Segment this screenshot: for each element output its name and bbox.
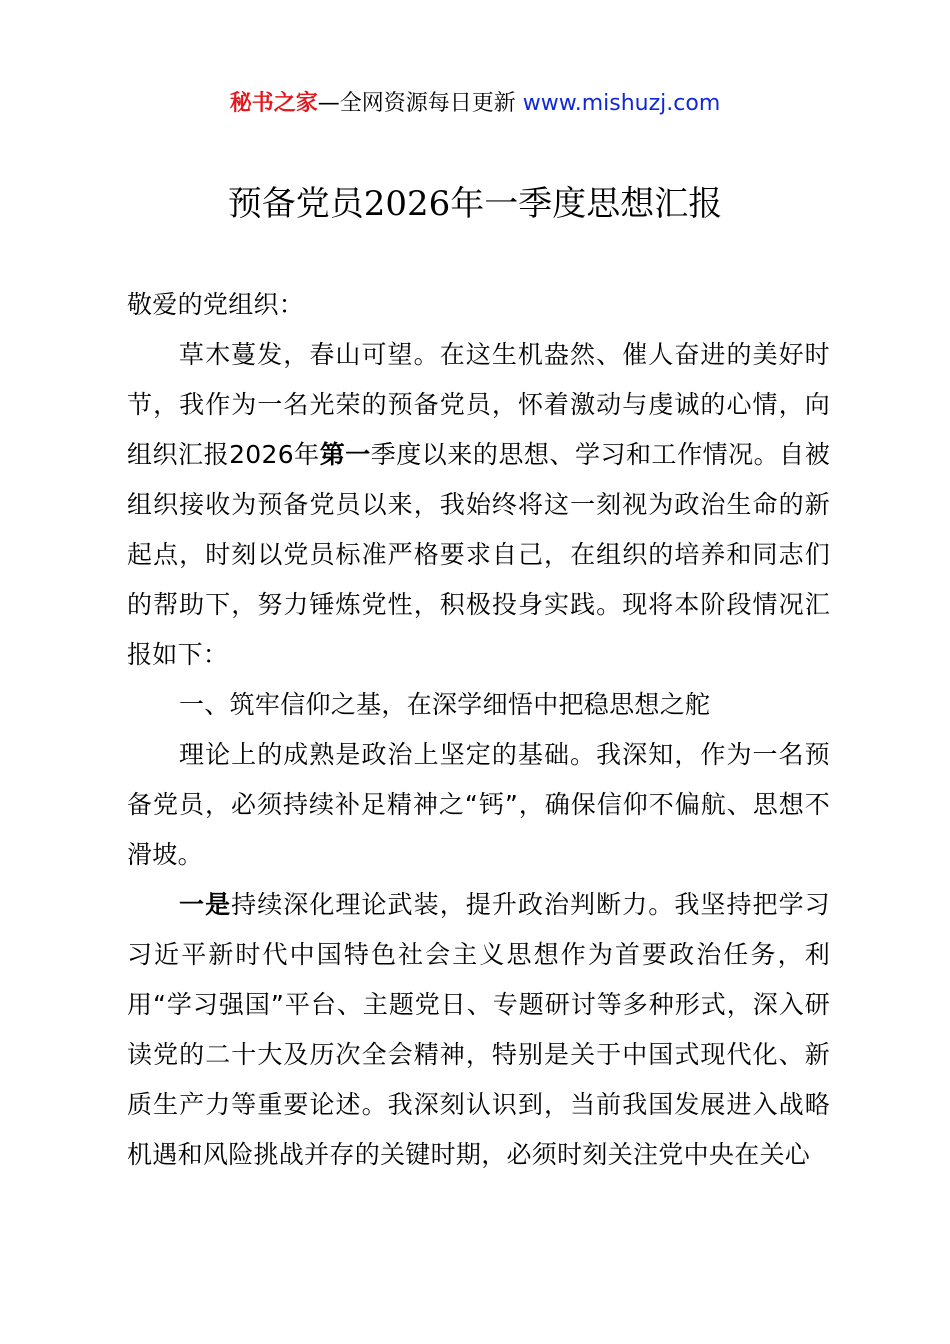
- section-paragraph: 理论上的成熟是政治上坚定的基础。我深知，作为一名预备党员，必须持续补足精神之“钙”，确保信仰不偏航、思想不滑坡。: [127, 740, 830, 869]
- point-paragraph: [127, 880, 830, 1180]
- point-text: 持续深化理论武装，提升政治判断力。我坚持把学习习近平新时代中国特色社会主义思想作为首要政治任务，利用“学习强国”平台、主题党日、专题研讨等多种形式，深入研读党的二十大及历次全会精神，特别是关于中国式现代化、新质生产力等重要论述。我深刻认识到，当前我国发展进入战略机遇和风险挑战并存的关键时期，必须时刻关注党中央在关心: [127, 890, 830, 1169]
- document-title: 预备党员2026年一季度思想汇报: [227, 184, 723, 224]
- section-heading: 一、筑牢信仰之基，在深学细悟中把稳思想之舵: [179, 690, 711, 719]
- site-header: [0, 88, 950, 120]
- site-url[interactable]: www.mishuzj.com: [522, 91, 721, 116]
- salutation: 敬爱的党组织：: [127, 290, 305, 319]
- intro-paragraph: [127, 330, 830, 680]
- intro-text-end: 季度以来的思想、学习和工作情况。自被组织接收为预备党员以来，我始终将这一刻视为政治生命的新起点，时刻以党员标准严格要求自己，在组织的培养和同志们的帮助下，努力锤炼党性，积极投身实践。现将本阶段情况汇报如下：: [127, 440, 830, 669]
- intro-bold-text: 第一: [319, 440, 371, 469]
- header-tagline: —全网资源每日更新: [317, 91, 523, 116]
- brand-name: 秘书之家: [229, 91, 318, 116]
- document-body: [127, 280, 830, 1180]
- point-label: 一是: [179, 890, 232, 919]
- intro-text-start: 草木蔓发，春山可望。在这生机盎然、催人奋进的美好时节，我作为一名光荣的预备党员，怀着激动与虔诚的心情，向组织汇报2026年: [127, 340, 830, 469]
